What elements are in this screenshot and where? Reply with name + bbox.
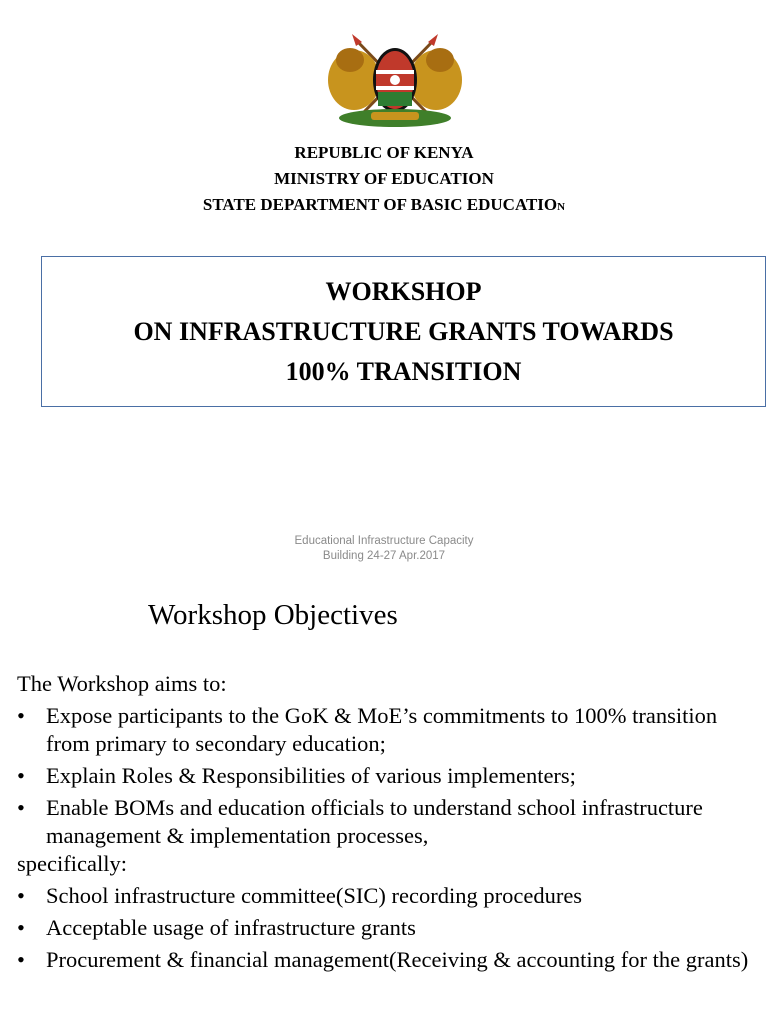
title-line-3: 100% TRANSITION xyxy=(285,356,522,386)
bullet-icon: • xyxy=(17,883,25,908)
header-department xyxy=(0,192,768,220)
list-item-text: Acceptable usage of infrastructure grants xyxy=(46,915,416,940)
list-item xyxy=(17,702,765,758)
objectives-heading: Workshop Objectives xyxy=(148,599,398,631)
list-item xyxy=(17,946,765,974)
bullet-icon: • xyxy=(17,703,25,728)
caption-line-1: Educational Infrastructure Capacity xyxy=(294,535,474,547)
workshop-title-box xyxy=(41,256,766,407)
objectives-specifically: specifically: xyxy=(17,851,127,876)
document-header xyxy=(0,140,768,220)
objectives-intro: The Workshop aims to: xyxy=(17,671,227,696)
header-department-main: STATE DEPARTMENT OF BASIC EDUCATIO xyxy=(202,195,558,214)
bullet-icon: • xyxy=(17,947,25,972)
bullet-icon: • xyxy=(17,763,25,788)
title-line-1: WORKSHOP xyxy=(325,276,482,306)
list-item xyxy=(17,794,765,850)
kenya-coat-of-arms xyxy=(316,28,474,128)
list-item-text: School infrastructure committee(SIC) recording procedures xyxy=(46,883,583,908)
bullet-icon: • xyxy=(17,795,25,820)
list-item-text: Procurement & financial management(Receiving & accounting for the grants) xyxy=(46,947,749,972)
slide-caption xyxy=(0,534,768,564)
list-item-text: Explain Roles & Responsibilities of various implementers; xyxy=(46,763,576,788)
header-ministry: MINISTRY OF EDUCATION xyxy=(274,169,494,188)
objectives-body xyxy=(17,670,765,974)
header-republic: REPUBLIC OF KENYA xyxy=(294,143,474,162)
list-item xyxy=(17,882,765,910)
header-department-tail: N xyxy=(557,201,566,213)
list-item xyxy=(17,914,765,942)
list-item-text: Expose participants to the GoK & MoE’s commitments to 100% transition from primary to secondary education; xyxy=(46,703,718,756)
bullet-icon: • xyxy=(17,915,25,940)
caption-line-2: Building 24-27 Apr.2017 xyxy=(322,550,446,562)
title-line-2: ON INFRASTRUCTURE GRANTS TOWARDS xyxy=(133,316,674,346)
list-item xyxy=(17,762,765,790)
list-item-text: Enable BOMs and education officials to understand school infrastructure management & implementation processes, xyxy=(46,795,703,848)
